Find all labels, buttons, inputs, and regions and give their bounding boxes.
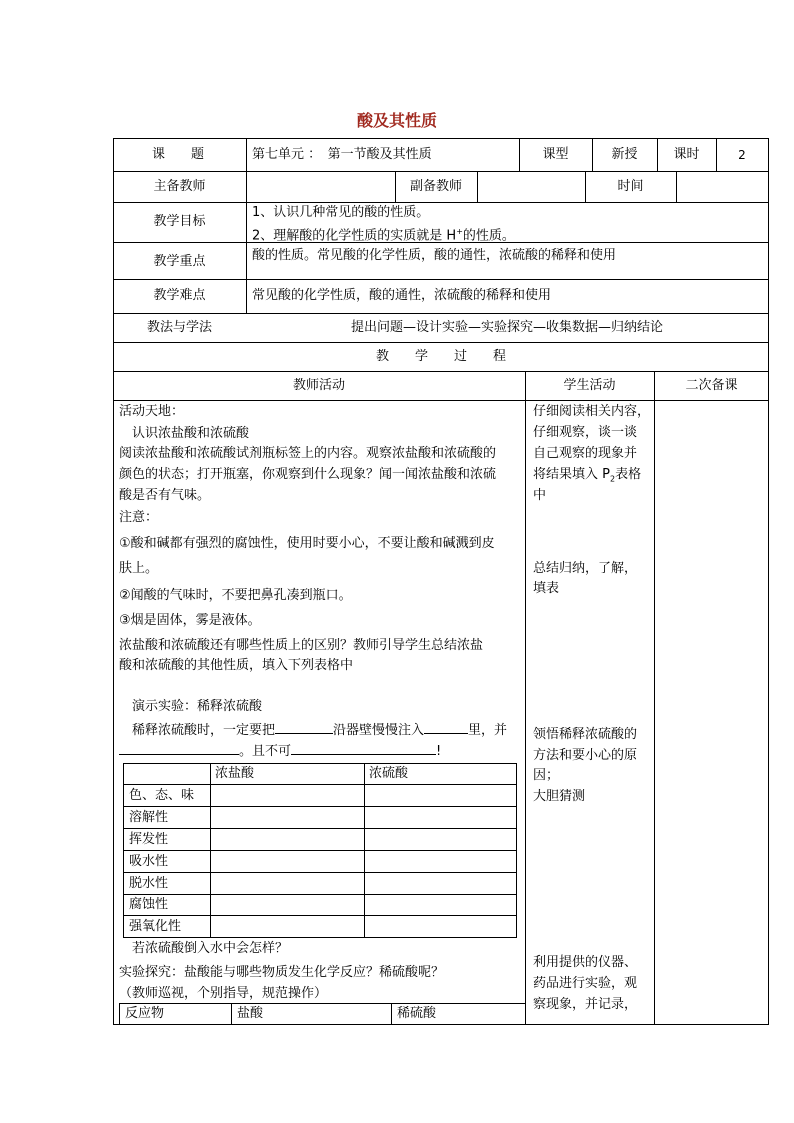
teacher-line: 活动天地：	[119, 404, 185, 419]
student-line: 察现象，并记录，	[533, 997, 638, 1012]
difficulty-value: 常见酸的化学性质，酸的通性，浓硫酸的稀释和使用	[252, 288, 552, 303]
col-student: 学生活动	[563, 378, 616, 393]
student-line: 自己观察的现象并	[533, 446, 638, 461]
reaction-header: 稀硫酸	[397, 1006, 437, 1021]
dilution-sentence: 稀释浓硫酸时，一定要把 沿器壁慢慢注入 里，并	[119, 719, 507, 741]
teacher-line: ②闻酸的气味时，不要把鼻孔凑到瓶口。	[119, 588, 352, 603]
student-line: 方法和要小心的原	[533, 748, 638, 763]
dilution-sentence-2: 。且不可 !	[119, 740, 441, 762]
main-teacher-label: 主备教师	[153, 179, 206, 194]
col-teacher: 教师活动	[292, 378, 345, 393]
teacher-line: 阅读浓盐酸和浓硫酸试剂瓶标签上的内容。观察浓盐酸和浓硫酸的	[119, 446, 497, 461]
student-line: 仔细观察，谈一谈	[533, 425, 638, 440]
props-row-label: 强氧化性	[129, 919, 182, 934]
vice-teacher-label: 副备教师	[409, 179, 462, 194]
period-label: 课时	[673, 147, 700, 162]
props-row-label: 挥发性	[129, 832, 169, 847]
teacher-line: 酸和浓硫酸的其他性质，填入下列表格中	[119, 658, 354, 673]
props-row-label: 腐蚀性	[129, 897, 169, 912]
props-header: 浓硫酸	[369, 766, 409, 781]
goal-2: 2、理解酸的化学性质的实质就是 H+的性质。	[252, 227, 515, 244]
method-label: 教法与学法	[146, 320, 212, 335]
teacher-line: 注意：	[119, 510, 159, 525]
teacher-line: （教师巡视，个别指导，规范操作）	[119, 986, 328, 1001]
student-line: 总结归纳，了解，	[533, 561, 638, 576]
props-row-label: 溶解性	[129, 810, 169, 825]
student-line: 填表	[533, 581, 560, 596]
teacher-line: 演示实验：稀释浓硫酸	[119, 699, 263, 714]
props-row-label: 脱水性	[129, 876, 169, 891]
period-value: 2	[738, 148, 746, 162]
student-line: 中	[533, 488, 547, 503]
teacher-line: ③烟是固体，雾是液体。	[119, 613, 261, 628]
time-label: 时间	[617, 179, 644, 194]
process-label: 教 学 过 程	[375, 349, 506, 364]
method-value: 提出问题—设计实验—实验探究—收集数据—归纳结论	[350, 320, 663, 335]
teacher-line: 浓盐酸和浓硫酸还有哪些性质上的区别？教师引导学生总结浓盐	[119, 638, 484, 653]
reaction-header: 反应物	[125, 1006, 165, 1021]
student-line: 药品进行实验，观	[533, 976, 638, 991]
page-title: 酸及其性质	[356, 111, 437, 130]
reaction-header: 盐酸	[237, 1006, 264, 1021]
col-second: 二次备课	[685, 378, 738, 393]
goals-label: 教学目标	[153, 214, 206, 229]
difficulty-label: 教学难点	[153, 288, 206, 303]
goal-1: 1、认识几种常见的酸的性质。	[252, 205, 430, 220]
key-label: 教学重点	[153, 254, 206, 269]
teacher-line: ①酸和碱都有强烈的腐蚀性，使用时要小心，不要让酸和碱溅到皮	[119, 536, 495, 551]
student-line: 大胆猜测	[533, 789, 586, 804]
teacher-line: 颜色的状态；打开瓶塞，你观察到什么现象？闻一闻浓盐酸和浓硫	[119, 467, 497, 482]
student-line: 因；	[533, 768, 560, 783]
teacher-line: 实验探究：盐酸能与哪些物质发生化学反应？稀硫酸呢？	[119, 965, 445, 980]
type-label: 课型	[542, 147, 569, 162]
props-row-label: 色、态、味	[129, 788, 195, 803]
teacher-line: 认识浓盐酸和浓硫酸	[119, 426, 250, 441]
teacher-line: 肤上。	[119, 561, 159, 576]
props-row-label: 吸水性	[129, 854, 169, 869]
student-line: 仔细阅读相关内容，	[533, 404, 651, 419]
teacher-line: 酸是否有气味。	[119, 488, 211, 503]
teacher-line: 若浓硫酸倒入水中会怎样？	[119, 941, 289, 956]
props-header: 浓盐酸	[215, 766, 255, 781]
key-value: 酸的性质。常见酸的化学性质，酸的通性，浓硫酸的稀释和使用	[252, 248, 617, 263]
topic-label: 课 题	[152, 147, 205, 162]
type-value: 新授	[611, 147, 638, 162]
student-line: 利用提供的仪器、	[533, 955, 638, 970]
student-line: 领悟稀释浓硫酸的	[533, 727, 638, 742]
student-line: 将结果填入 $P_2$表格	[533, 467, 642, 484]
topic-value: 第七单元 ： 第一节酸及其性质	[252, 147, 432, 162]
